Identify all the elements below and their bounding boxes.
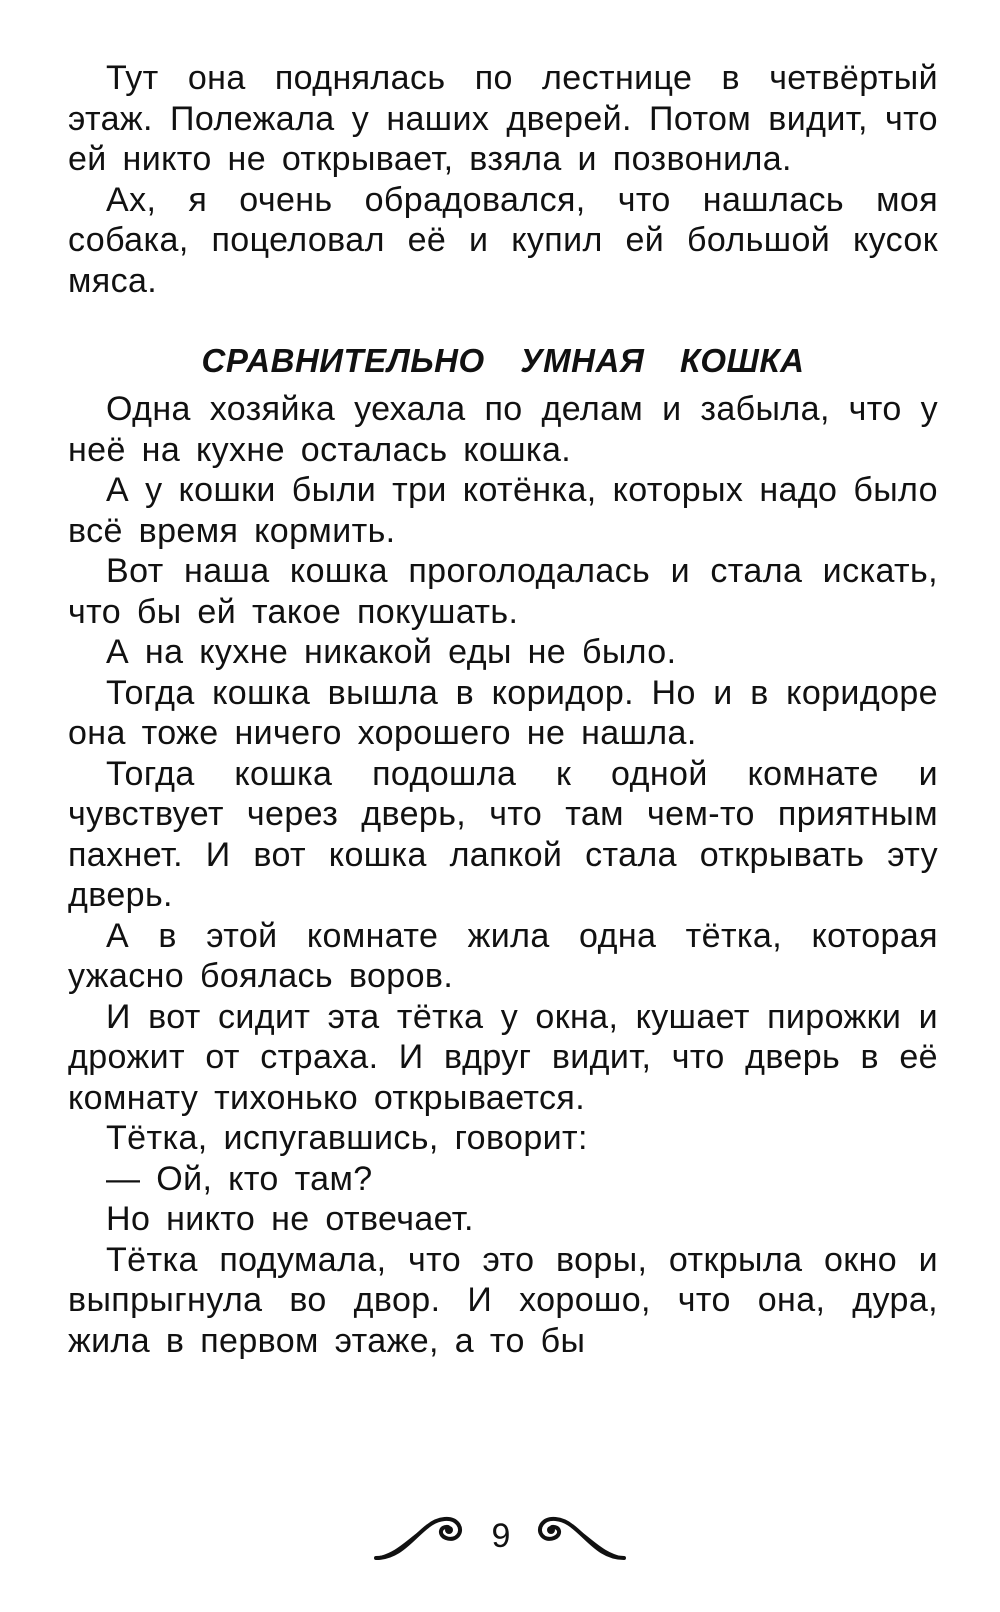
swirl-ornament-left-icon [372,1508,472,1568]
story-paragraph-4: А на кухне никакой еды не было. [106,633,677,671]
story-paragraph-2: А у кошки были три котёнка, которых надо было всё время кормить. [68,471,938,550]
story-title: СРАВНИТЕЛЬНО УМНАЯ КОШКА [201,342,805,379]
page-body [68,58,938,1361]
story-paragraph-6: Тогда кошка подошла к одной комнате и чувствует через дверь, что там чем-то приятным пахнет. И вот кошка лапкой стала открывать эту дверь. [68,754,938,914]
story-paragraph-1: Одна хозяйка уехала по делам и забыла, что у неё на кухне осталась кошка. [68,390,938,469]
page-number: 9 [491,1517,511,1555]
story-paragraph-8: И вот сидит эта тётка у окна, кушает пирожки и дрожит от страха. И вдруг видит, что дверь в её комнату тихонько открывается. [68,997,938,1117]
story-end-paragraph-1: Тут она поднялась по лестнице в четвёртый этаж. Полежала у наших дверей. Потом видит, что ей никто не открывает, взяла и позвонила. [68,59,938,178]
page-footer [0,1508,1000,1568]
swirl-ornament-right-icon [528,1508,628,1568]
story-paragraph-3: Вот наша кошка проголодалась и стала искать, что бы ей такое покушать. [68,552,938,631]
story-paragraph-12: Тётка подумала, что это воры, открыла окно и выпрыгнула во двор. И хорошо, что она, дура, жила в первом этаже, а то бы [68,1240,938,1360]
story-paragraph-7: А в этой комнате жила одна тётка, которая ужасно боялась воров. [68,916,938,995]
story-paragraph-5: Тогда кошка вышла в коридор. Но и в коридоре она тоже ничего хорошего не нашла. [68,673,938,752]
story-paragraph-11: Но никто не отвечает. [106,1200,474,1238]
story-end-paragraph-2: Ах, я очень обрадовался, что нашлась моя собака, поцеловал её и купил ей большой кусок мяса. [68,180,938,300]
story-dialogue-line: — Ой, кто там? [106,1159,373,1198]
story-paragraph-9: Тётка, испугавшись, говорит: [106,1119,588,1157]
